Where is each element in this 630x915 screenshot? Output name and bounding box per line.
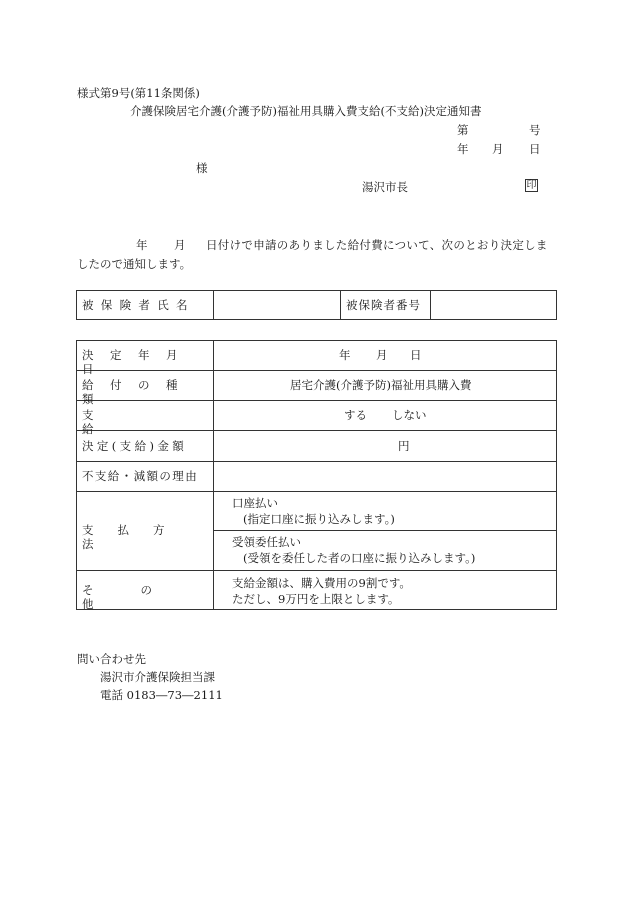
issue-date-month: 月 bbox=[492, 142, 504, 156]
other-line2: ただし、9万円を上限とします。 bbox=[232, 592, 400, 606]
issue-date-day: 日 bbox=[529, 142, 541, 156]
benefit-type-label: 給付の種類 bbox=[82, 378, 194, 406]
insured-name-field[interactable] bbox=[214, 291, 340, 319]
reason-field[interactable] bbox=[214, 462, 556, 490]
number-dai: 第 bbox=[457, 123, 469, 137]
insured-number-label: 被保険者番号 bbox=[346, 298, 421, 312]
decision-date-year: 年 bbox=[339, 348, 351, 362]
document-title: 介護保険居宅介護(介護予防)福祉用具購入費支給(不支給)決定通知書 bbox=[130, 104, 482, 118]
contact-heading: 問い合わせ先 bbox=[77, 652, 146, 666]
issuer-name: 湯沢市長 bbox=[362, 180, 408, 194]
payment-no-option[interactable]: しない bbox=[392, 408, 427, 422]
method-delegation-title[interactable]: 受領委任払い bbox=[232, 535, 301, 549]
form-number: 様式第9号(第11条関係) bbox=[77, 86, 200, 100]
body-month: 月 bbox=[174, 238, 186, 252]
payment-yes-option[interactable]: する bbox=[344, 408, 367, 422]
decision-date-day: 日 bbox=[410, 348, 422, 362]
seal-stamp: 印 bbox=[526, 180, 537, 191]
body-line1: 日付けで申請のありました給付費について、次のとおり決定しま bbox=[206, 238, 548, 252]
addressee-sama: 様 bbox=[196, 161, 208, 175]
insured-number-field[interactable] bbox=[431, 291, 556, 319]
contact-phone: 電話 0183―73―2111 bbox=[100, 688, 223, 702]
method-account-note: (指定口座に振り込みします。) bbox=[243, 512, 395, 526]
payment-method-label: 支払方法 bbox=[82, 523, 189, 551]
other-label: その他 bbox=[82, 583, 199, 611]
reason-label: 不支給・減額の理由 bbox=[82, 469, 199, 483]
body-year: 年 bbox=[136, 238, 148, 252]
payment-label: 支給 bbox=[82, 408, 187, 436]
insured-name-label: 被保険者氏名 bbox=[82, 298, 195, 312]
benefit-type-value: 居宅介護(介護予防)福祉用具購入費 bbox=[290, 378, 472, 392]
issue-date-year: 年 bbox=[457, 142, 469, 156]
amount-label: 決定(支給)金額 bbox=[82, 439, 188, 453]
contact-department: 湯沢市介護保険担当課 bbox=[100, 670, 215, 684]
decision-date-label: 決定年月日 bbox=[82, 348, 194, 376]
method-delegation-note: (受領を委任した者の口座に振り込みします。) bbox=[243, 551, 476, 565]
other-line1: 支給金額は、購入費用の9割です。 bbox=[232, 576, 411, 590]
number-go: 号 bbox=[529, 123, 541, 137]
method-account-title[interactable]: 口座払い bbox=[232, 496, 278, 510]
body-line2: したので通知します。 bbox=[77, 257, 192, 271]
decision-date-month: 月 bbox=[376, 348, 388, 362]
amount-unit: 円 bbox=[398, 439, 410, 453]
